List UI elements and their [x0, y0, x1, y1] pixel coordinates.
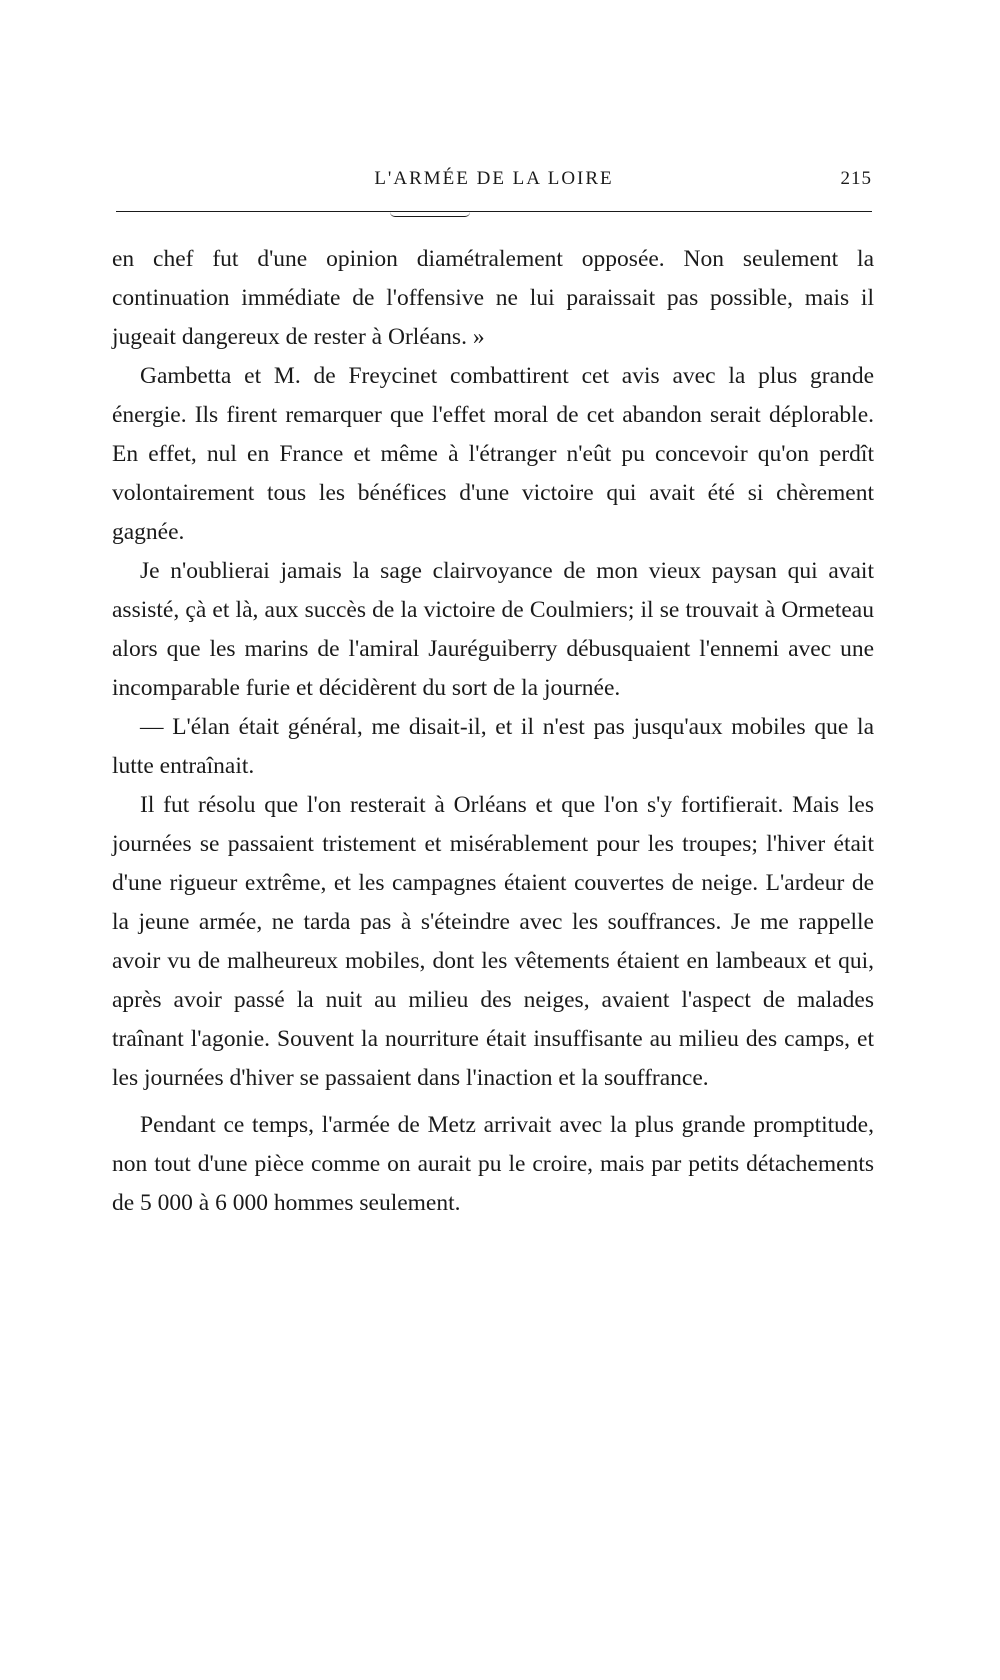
paragraph-5: Il fut résolu que l'on resterait à Orléans et que l'on s'y fortifierait. Mais les journées se passaient tristement et misérablement pour les troupes; l'hiver était d'une rigueur extrême, et les campagnes étaient couvertes de neige. L'ardeur de la jeune armée, ne tarda pas à s'éteindre avec les souffrances. Je me rappelle avoir vu de malheureux mobiles, dont les vêtements étaient en lambeaux et qui, après avoir passé la nuit au milieu des neiges, avaient l'aspect de malades traînant l'agonie. Souvent la nourriture était insuffisante au milieu des camps, et les journées d'hiver se passaient dans l'inaction et la souffrance.	[112, 792, 874, 1091]
running-title: L'ARMÉE DE LA LOIRE	[374, 168, 614, 189]
paragraph-2: Gambetta et M. de Freycinet combattirent cet avis avec la plus grande énergie. Ils firent remarquer que l'effet moral de cet abandon serait déplorable. En effet, nul en France et même à l'étranger n'eût pu concevoir qu'on perdît volontairement tous les bénéfices d'une victoire qui avait été si chèrement gagnée.	[112, 363, 874, 545]
page-number: 215	[840, 168, 872, 189]
paragraph-6: Pendant ce temps, l'armée de Metz arrivait avec la plus grande promptitude, non tout d'une pièce comme on aurait pu le croire, mais par petits détachements de 5 000 à 6 000 hommes seulement.	[112, 1112, 874, 1216]
header-rule-ornament	[390, 212, 470, 217]
header-rule	[116, 211, 872, 212]
paragraph-1: en chef fut d'une opinion diamétralement opposée. Non seulement la continuation immédiate de l'offensive ne lui paraissait pas possible, mais il jugeait dangereux de rester à Orléans. »	[112, 246, 874, 350]
paragraph-4: — L'élan était général, me disait-il, et il n'est pas jusqu'aux mobiles que la lutte entraînait.	[112, 714, 874, 779]
body-text	[112, 240, 874, 1223]
paragraph-3: Je n'oublierai jamais la sage clairvoyance de mon vieux paysan qui avait assisté, çà et là, aux succès de la victoire de Coulmiers; il se trouvait à Ormeteau alors que les marins de l'amiral Jauréguiberry débusquaient l'ennemi avec une incomparable furie et décidèrent du sort de la journée.	[112, 558, 874, 701]
running-head	[116, 168, 872, 198]
